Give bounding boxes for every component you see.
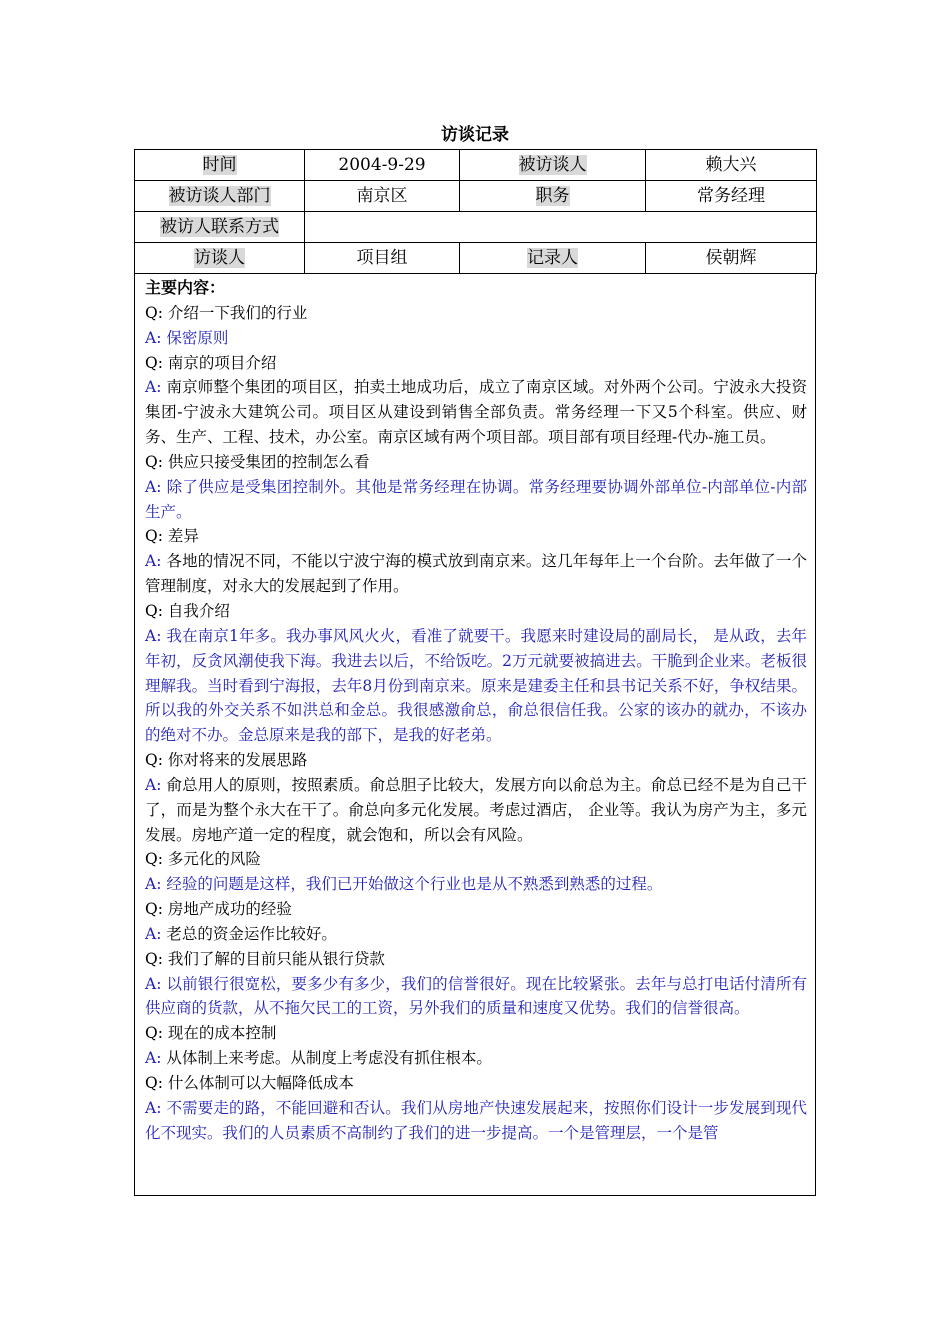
answer-prefix: A: — [145, 974, 167, 993]
info-row-dept — [135, 181, 817, 212]
answer-text: 各地的情况不同，不能以宁波宁海的模式放到南京来。这几年每年上一个台阶。去年做了一个管理制度，对永大的发展起到了作用。 — [145, 552, 807, 596]
answer-prefix: A: — [145, 626, 167, 645]
contact-value — [305, 212, 817, 243]
info-row-interviewer — [135, 243, 817, 274]
question: Q: 南京的项目介绍 — [145, 353, 277, 372]
answer — [145, 773, 807, 848]
answer-prefix: A: — [145, 378, 167, 397]
answer-prefix: A: — [145, 1049, 167, 1068]
answer-prefix: A: — [145, 875, 167, 894]
interviewee-value: 赖大兴 — [646, 150, 817, 181]
question: Q: 什么体制可以大幅降低成本 — [145, 1074, 354, 1092]
answer-text: 经验的问题是这样，我们已开始做这个行业也是从不熟悉到熟悉的过程。 — [166, 875, 663, 894]
dept-value: 南京区 — [305, 181, 460, 212]
answer — [145, 872, 807, 897]
position-value: 常务经理 — [646, 181, 817, 212]
answer-prefix: A: — [145, 477, 167, 496]
answer — [145, 326, 807, 351]
answer-text: 南京师整个集团的项目区，拍卖土地成功后，成立了南京区域。对外两个公司。宁波永大投资集团-宁波永大建筑公司。项目区从建设到销售全部负责。常务经理一下又5个科室。供应、财务、生产、工程、技术，办公室。南京区域有两个项目部。项目部有项目经理-代办-施工员。 — [145, 378, 807, 447]
answer-text: 从体制上来考虑。从制度上考虑没有抓住根本。 — [166, 1049, 492, 1068]
answer — [145, 922, 807, 947]
question: Q: 介绍一下我们的行业 — [145, 303, 308, 322]
document-title: 访谈记录 — [441, 125, 509, 145]
interviewer-label: 访谈人 — [194, 248, 245, 268]
recorder-value: 侯朝辉 — [646, 243, 817, 274]
contact-label: 被访人联系方式 — [160, 217, 279, 237]
content-heading: 主要内容： — [145, 278, 226, 297]
time-value: 2004-9-29 — [305, 150, 460, 181]
answer-text: 除了供应是受集团控制外。其他是常务经理在协调。常务经理要协调外部单位-内部单位-内部生产。 — [145, 477, 808, 521]
qa-list — [145, 301, 807, 1146]
answer-text: 保密原则 — [166, 328, 229, 347]
dept-label: 被访谈人部门 — [168, 186, 271, 206]
answer — [145, 475, 807, 525]
answer-text: 老总的资金运作比较好。 — [166, 924, 337, 943]
time-label: 时间 — [202, 155, 237, 175]
answer — [145, 375, 807, 450]
question: Q: 差异 — [145, 527, 199, 546]
answer — [145, 624, 807, 748]
answer-text: 以前银行很宽松，要多少有多少，我们的信誉很好。现在比较紧张。去年与总打电话付清所有供应商的货款，从不拖欠民工的工资，另外我们的质量和速度又优势。我们的信誉很高。 — [145, 974, 807, 1018]
answer-prefix: A: — [145, 328, 167, 347]
question: Q: 供应只接受集团的控制怎么看 — [145, 452, 370, 471]
info-row-time — [135, 150, 817, 181]
question: Q: 自我介绍 — [145, 601, 230, 620]
main-content — [134, 274, 816, 1196]
recorder-label: 记录人 — [527, 248, 578, 268]
question: Q: 我们了解的目前只能从银行贷款 — [145, 949, 385, 968]
answer — [145, 972, 807, 1022]
interviewee-label: 被访谈人 — [518, 155, 587, 175]
position-label: 职务 — [535, 186, 570, 206]
answer-prefix: A: — [145, 552, 167, 571]
answer-text: 不需要走的路，不能回避和否认。我们从房地产快速发展起来，按照你们设计一步发展到现代化不现实。我们的人员素质不高制约了我们的进一步提高。一个是管理层，一个是管 — [145, 1098, 807, 1142]
question: Q: 现在的成本控制 — [145, 1024, 277, 1043]
answer — [145, 549, 807, 599]
question: Q: 多元化的风险 — [145, 850, 261, 869]
answer-prefix: A: — [145, 1098, 167, 1117]
question: Q: 房地产成功的经验 — [145, 900, 292, 919]
interviewer-value: 项目组 — [305, 243, 460, 274]
answer — [145, 1096, 807, 1146]
answer-text: 我在南京1年多。我办事风风火火，看准了就要干。我愿来时建设局的副局长， 是从政，去年年初，反贪风潮使我下海。我进去以后，不给饭吃。2万元就要被搞进去。干脆到企业来。老板很理解我。当时看到宁海报，去年8月份到南京来。原来是建委主任和县书记关系不好，争权结果。所以我的外交关系不如洪总和金总。我很感激俞总，俞总很信任我。公家的该办的就办，不该办的绝对不办。金总原来是我的部下，是我的好老弟。 — [145, 626, 807, 745]
answer-prefix: A: — [145, 924, 167, 943]
interview-info-table — [134, 149, 817, 274]
info-row-contact — [135, 212, 817, 243]
answer-text: 俞总用人的原则，按照素质。俞总胆子比较大，发展方向以俞总为主。俞总已经不是为自己干了，而是为整个永大在干了。俞总向多元化发展。考虑过酒店， 企业等。我认为房产为主，多元发展。房地产道一定的程度，就会饱和，所以会有风险。 — [145, 775, 807, 844]
answer-prefix: A: — [145, 775, 167, 794]
question: Q: 你对将来的发展思路 — [145, 751, 308, 770]
answer — [145, 1046, 807, 1071]
